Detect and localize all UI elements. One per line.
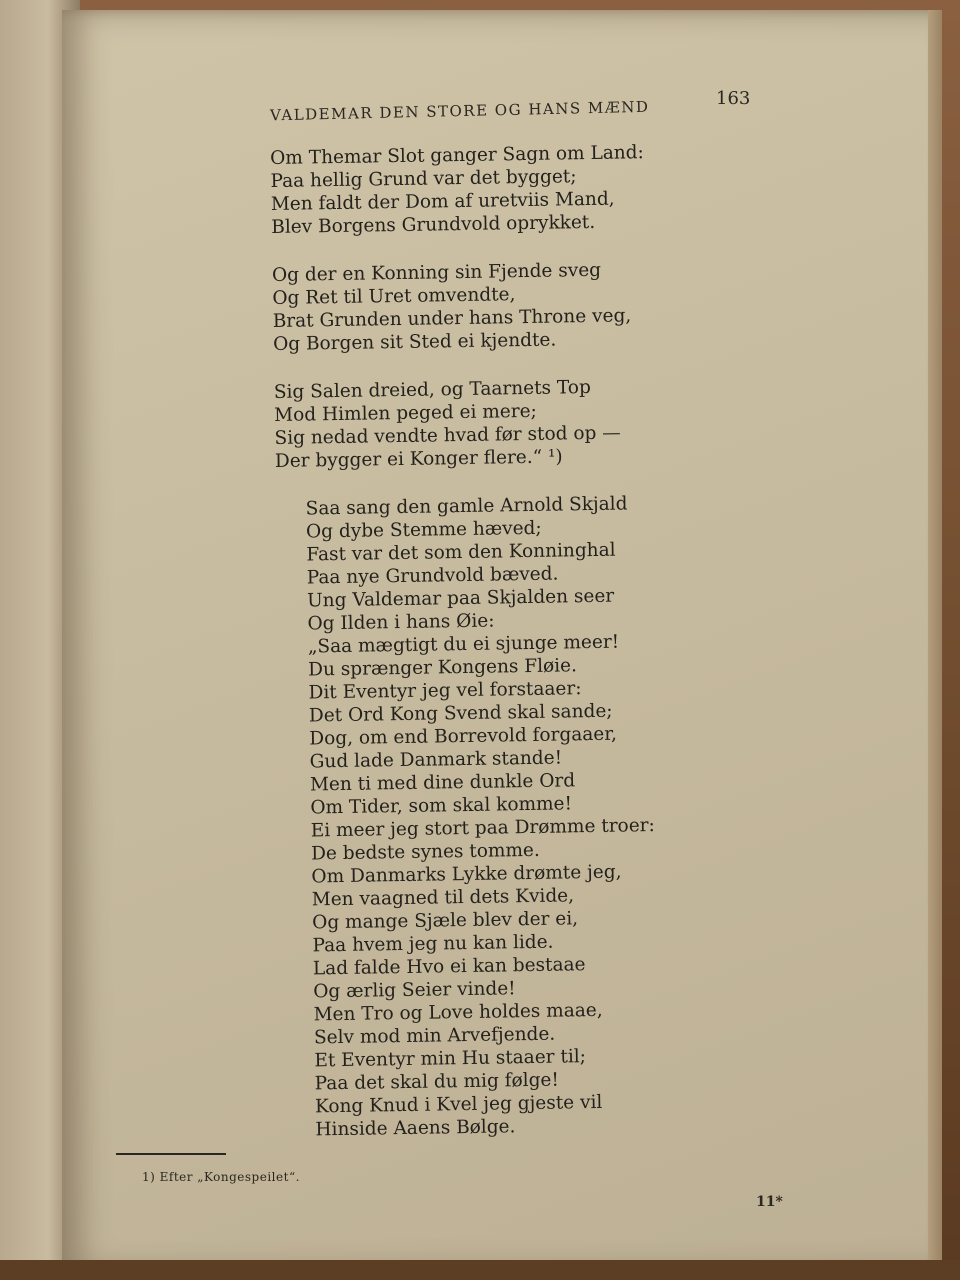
- verse-line: Saa sang den gamle Arnold Skjald: [305, 493, 628, 520]
- stanza-1: [270, 141, 645, 239]
- running-head: VALDEMAR DEN STORE OG HANS MÆND: [269, 97, 650, 125]
- verse-line: Mod Himlen peged ei mere;: [274, 400, 537, 426]
- verse-line: Dog, om end Borrevold forgaaer,: [309, 723, 618, 750]
- verse-line: Dit Eventyr jeg vel forstaaer:: [308, 678, 582, 704]
- verse-line: Fast var det som den Konninghal: [306, 539, 616, 566]
- verse-line: Og ærlig Seier vinde!: [313, 978, 516, 1003]
- verse-line: Paa hvem jeg nu kan lide.: [312, 931, 554, 957]
- book-page: [62, 10, 942, 1272]
- verse-line: Og dybe Stemme hæved;: [305, 517, 542, 543]
- verse-line: Og der en Konning sin Fjende sveg: [271, 259, 602, 286]
- poem-body: [270, 141, 660, 1142]
- stanza-4: [306, 492, 660, 1141]
- verse-line: Paa nye Grundvold bæved.: [306, 563, 559, 589]
- stanza-3: [274, 375, 649, 473]
- verse-line: Gud lade Danmark stande!: [309, 747, 563, 773]
- verse-line: Men ti med dine dunkle Ord: [309, 770, 576, 796]
- verse-line: Paa det skal du mig følge!: [314, 1069, 559, 1095]
- verse-line: Ung Valdemar paa Skjalden seer: [306, 585, 615, 612]
- verse-line: Og Borgen sit Sted ei kjendte.: [272, 329, 557, 355]
- verse-line: „Saa mægtigt du ei sjunge meer!: [307, 631, 620, 658]
- verse-line: Om Danmarks Lykke drømte jeg,: [311, 861, 622, 888]
- verse-line: Du sprænger Kongens Fløie.: [308, 655, 578, 681]
- verse-line: Selv mod min Arvefjende.: [313, 1023, 556, 1049]
- verse-line: Det Ord Kong Svend skal sande;: [308, 700, 613, 727]
- verse-line: Sig nedad vendte hvad før stod op —: [274, 422, 621, 449]
- verse-line: Og Ret til Uret omvendte,: [272, 284, 516, 309]
- verse-line: De bedste synes tomme.: [310, 839, 540, 865]
- verse-line: Blev Borgens Grundvold oprykket.: [271, 211, 596, 238]
- verse-line: Hinside Aaens Bølge.: [315, 1116, 516, 1141]
- verse-line: Sig Salen dreied, og Taarnets Top: [273, 376, 591, 403]
- signature-mark: 11*: [756, 1194, 783, 1210]
- footnote-rule: [116, 1153, 226, 1155]
- verse-line: Et Eventyr min Hu staaer til;: [314, 1046, 587, 1072]
- verse-line: Men faldt der Dom af uretviis Mand,: [270, 188, 615, 215]
- page-number: 163: [716, 88, 751, 109]
- verse-line: Brat Grunden under hans Throne veg,: [272, 305, 632, 332]
- verse-line: Kong Knud i Kvel jeg gjeste vil: [314, 1091, 603, 1118]
- verse-line: Paa hellig Grund var det bygget;: [270, 166, 577, 192]
- verse-line: Og mange Sjæle blev der ei,: [312, 908, 579, 934]
- verse-line: Der bygger ei Konger flere.“ ¹): [274, 446, 563, 472]
- verse-line: Men Tro og Love holdes maae,: [313, 999, 603, 1026]
- verse-line: Ei meer jeg stort paa Drømme troer:: [310, 815, 655, 842]
- verse-line: Og Ilden i hans Øie:: [307, 610, 495, 635]
- desk-surface: [0, 1260, 960, 1280]
- verse-line: Om Tider, som skal komme!: [310, 793, 573, 819]
- footnote: 1) Efter „Kongespeilet“.: [142, 1170, 300, 1184]
- page-fore-edge: [928, 10, 942, 1272]
- verse-line: Men vaagned til dets Kvide,: [311, 885, 575, 911]
- verse-line: Lad falde Hvo ei kan bestaae: [312, 954, 586, 980]
- stanza-2: [272, 258, 647, 356]
- verse-line: Om Themar Slot ganger Sagn om Land:: [270, 142, 644, 169]
